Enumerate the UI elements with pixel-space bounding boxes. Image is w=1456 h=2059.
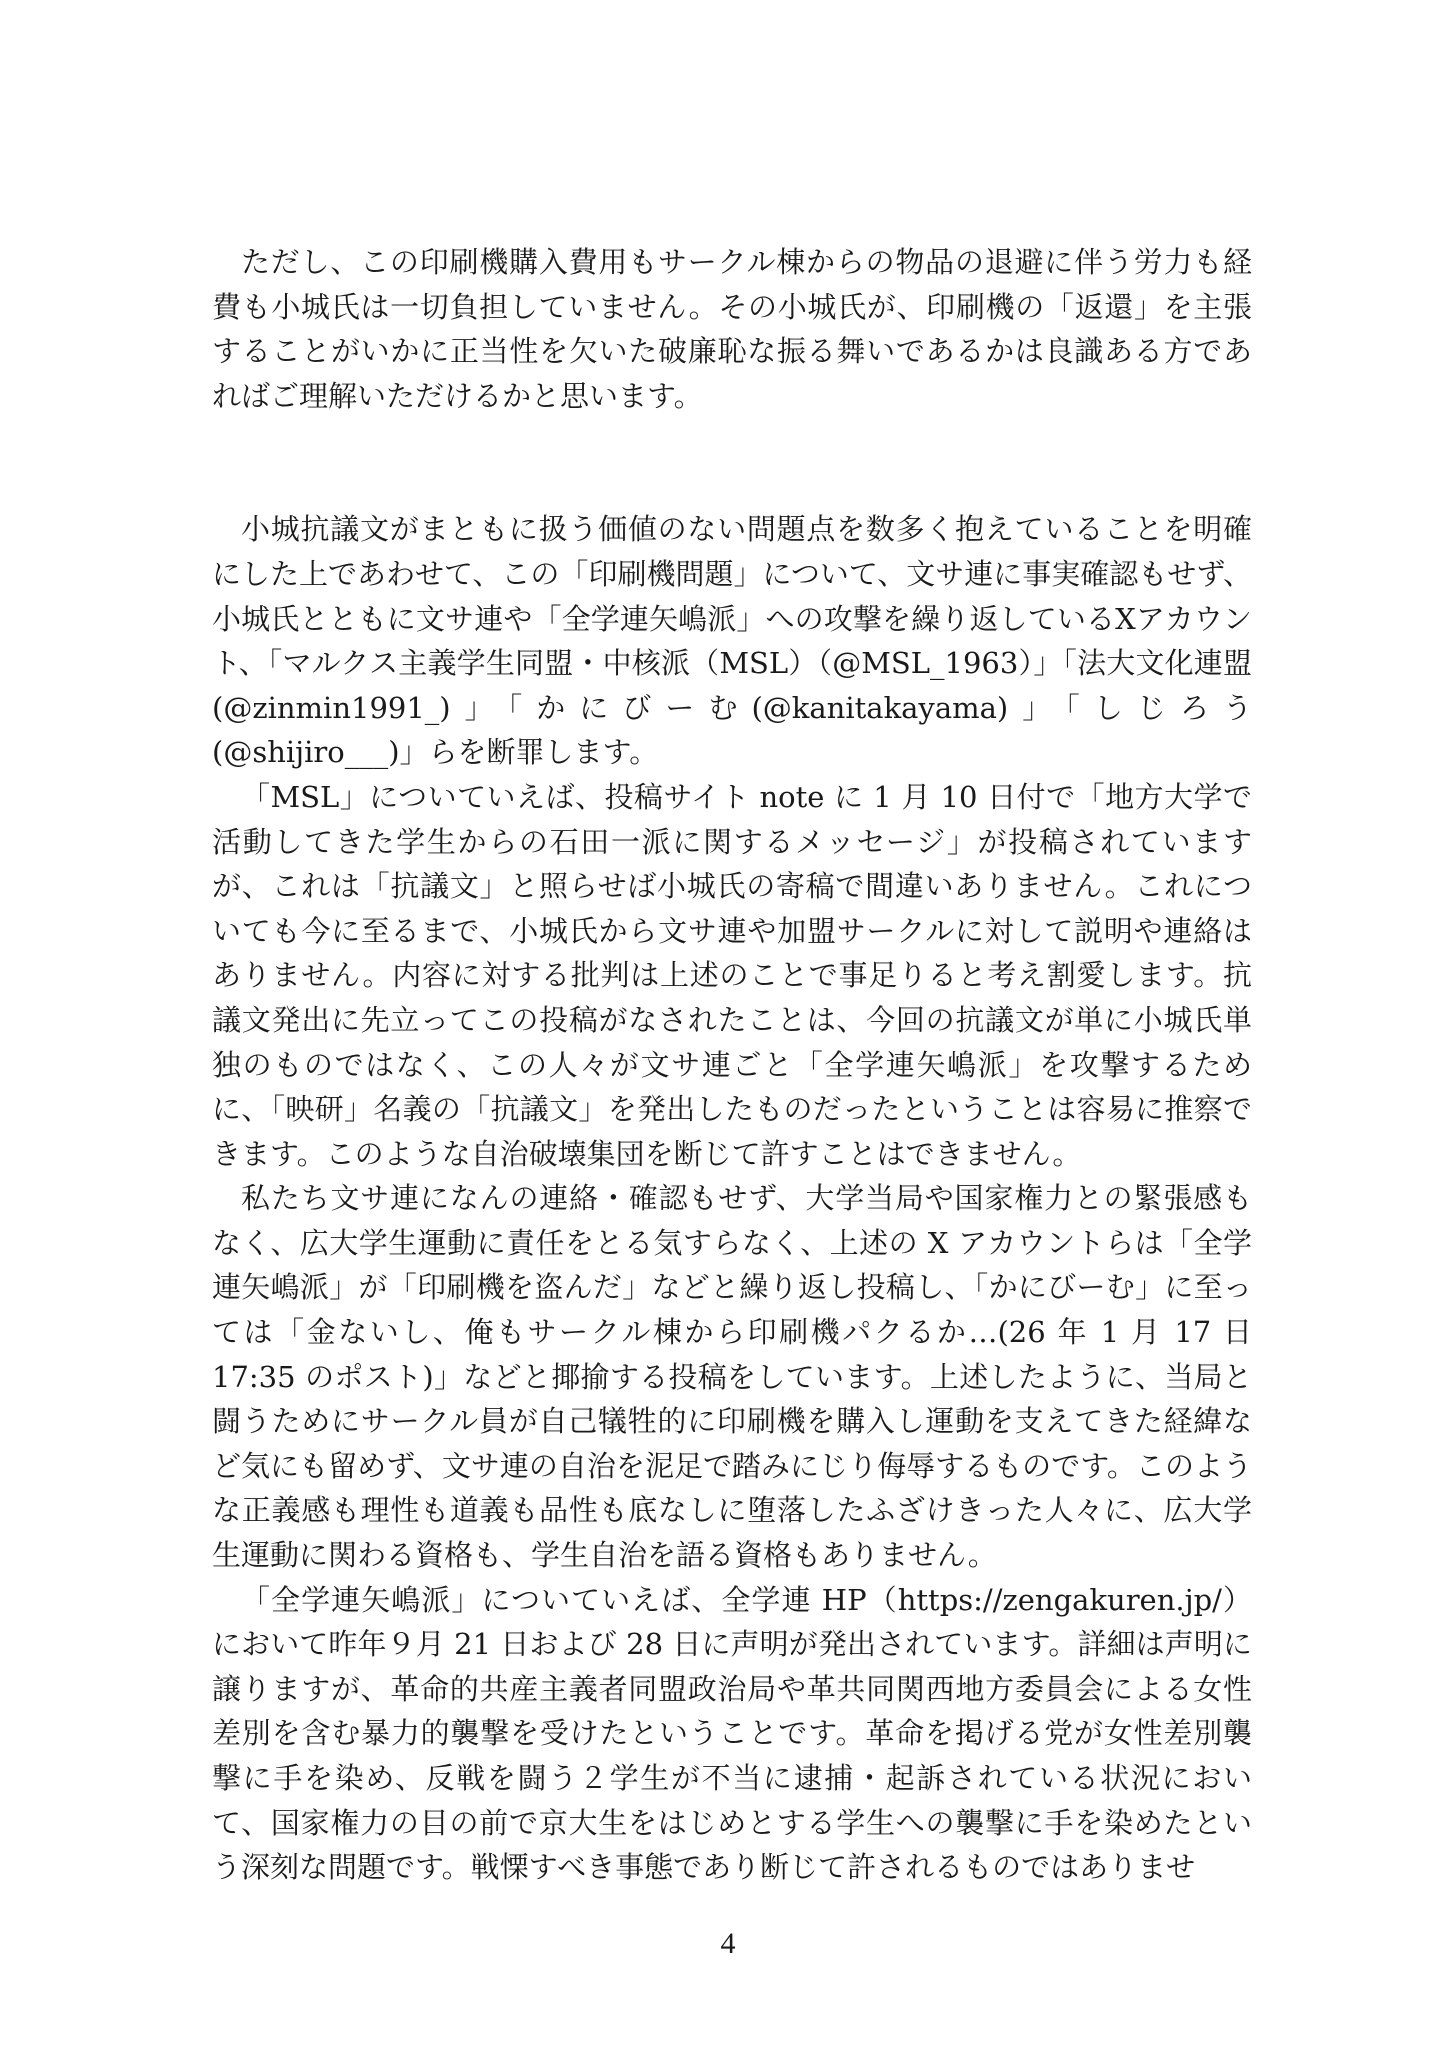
page-number: 4 (720, 1927, 736, 1960)
paragraph-condemn-accounts: 小城抗議文がまともに扱う価値のない問題点を数多く抱えていることを明確にした上であわせて、この「印刷機問題」について、文サ連に事実確認もせず、小城氏とともに文サ連や「全学連矢嶋派」への攻撃を繰り返しているXアカウント、「マルクス主義学生同盟・中核派（MSL）（@MSL_1963）」「法大文化連盟(@zinmin1991_)」「かにびーむ(@kanitakayama)」「しじろう(@shijiro___)」らを断罪します。 (212, 512, 1252, 770)
paragraph-zengakuren: 「全学連矢嶋派」についていえば、全学連 HP（https://zengakuren.jp/）において昨年９月 21 日および 28 日に声明が発出されています。詳細は声明に譲りますが、革命的共産主義者同盟政治局や革共同関西地方委員会による女性差別を含む暴力的襲撃を受けたということです。革命を掲げる党が女性差別襲撃に手を染め、反戦を闘う２学生が不当に逮捕・起訴されている状況において、国家権力の目の前で京大生をはじめとする学生への襲撃に手を染めたという深刻な問題です。戦慄すべき事態であり断じて許されるものではありませ (212, 1582, 1252, 1885)
body-text (212, 240, 1252, 1890)
paragraph-msl: 「MSL」についていえば、投稿サイト note に 1 月 10 日付で「地方大学で活動してきた学生からの石田一派に関するメッセージ」が投稿されていますが、これは「抗議文」と照らせば小城氏の寄稿で間違いありません。これについても今に至るまで、小城氏から文サ連や加盟サークルに対して説明や連絡はありません。内容に対する批判は上述のことで事足りると考え割愛します。抗議文発出に先立ってこの投稿がなされたことは、今回の抗議文が単に小城氏単独のものではなく、この人々が文サ連ごと「全学連矢嶋派」を攻撃するために、「映研」名義の「抗議文」を発出したものだったということは容易に推察できます。このような自治破壊集団を断じて許すことはできません。 (212, 779, 1252, 1171)
paragraph-printer-cost: ただし、この印刷機購入費用もサークル棟からの物品の退避に伴う労力も経費も小城氏は一切負担していません。その小城氏が、印刷機の「返還」を主張することがいかに正当性を欠いた破廉恥な振る舞いであるかは良識ある方であればご理解いただけるかと思います。 (212, 245, 1252, 413)
paragraph-x-accounts: 私たち文サ連になんの連絡・確認もせず、大学当局や国家権力との緊張感もなく、広大学生運動に責任をとる気すらなく、上述の X アカウントらは「全学連矢嶋派」が「印刷機を盗んだ」などと繰り返し投稿し、「かにびーむ」に至っては「金ないし、俺もサークル棟から印刷機パクるか…(26 年 1 月 17 日 17:35 のポスト)」などと揶揄する投稿をしています。上述したように、当局と闘うためにサークル員が自己犠牲的に印刷機を購入し運動を支えてきた経緯など気にも留めず、文サ連の自治を泥足で踏みにじり侮辱するものです。このような正義感も理性も道義も品性も底なしに堕落したふざけきった人々に、広大学生運動に関わる資格も、学生自治を語る資格もありません。 (212, 1181, 1252, 1573)
